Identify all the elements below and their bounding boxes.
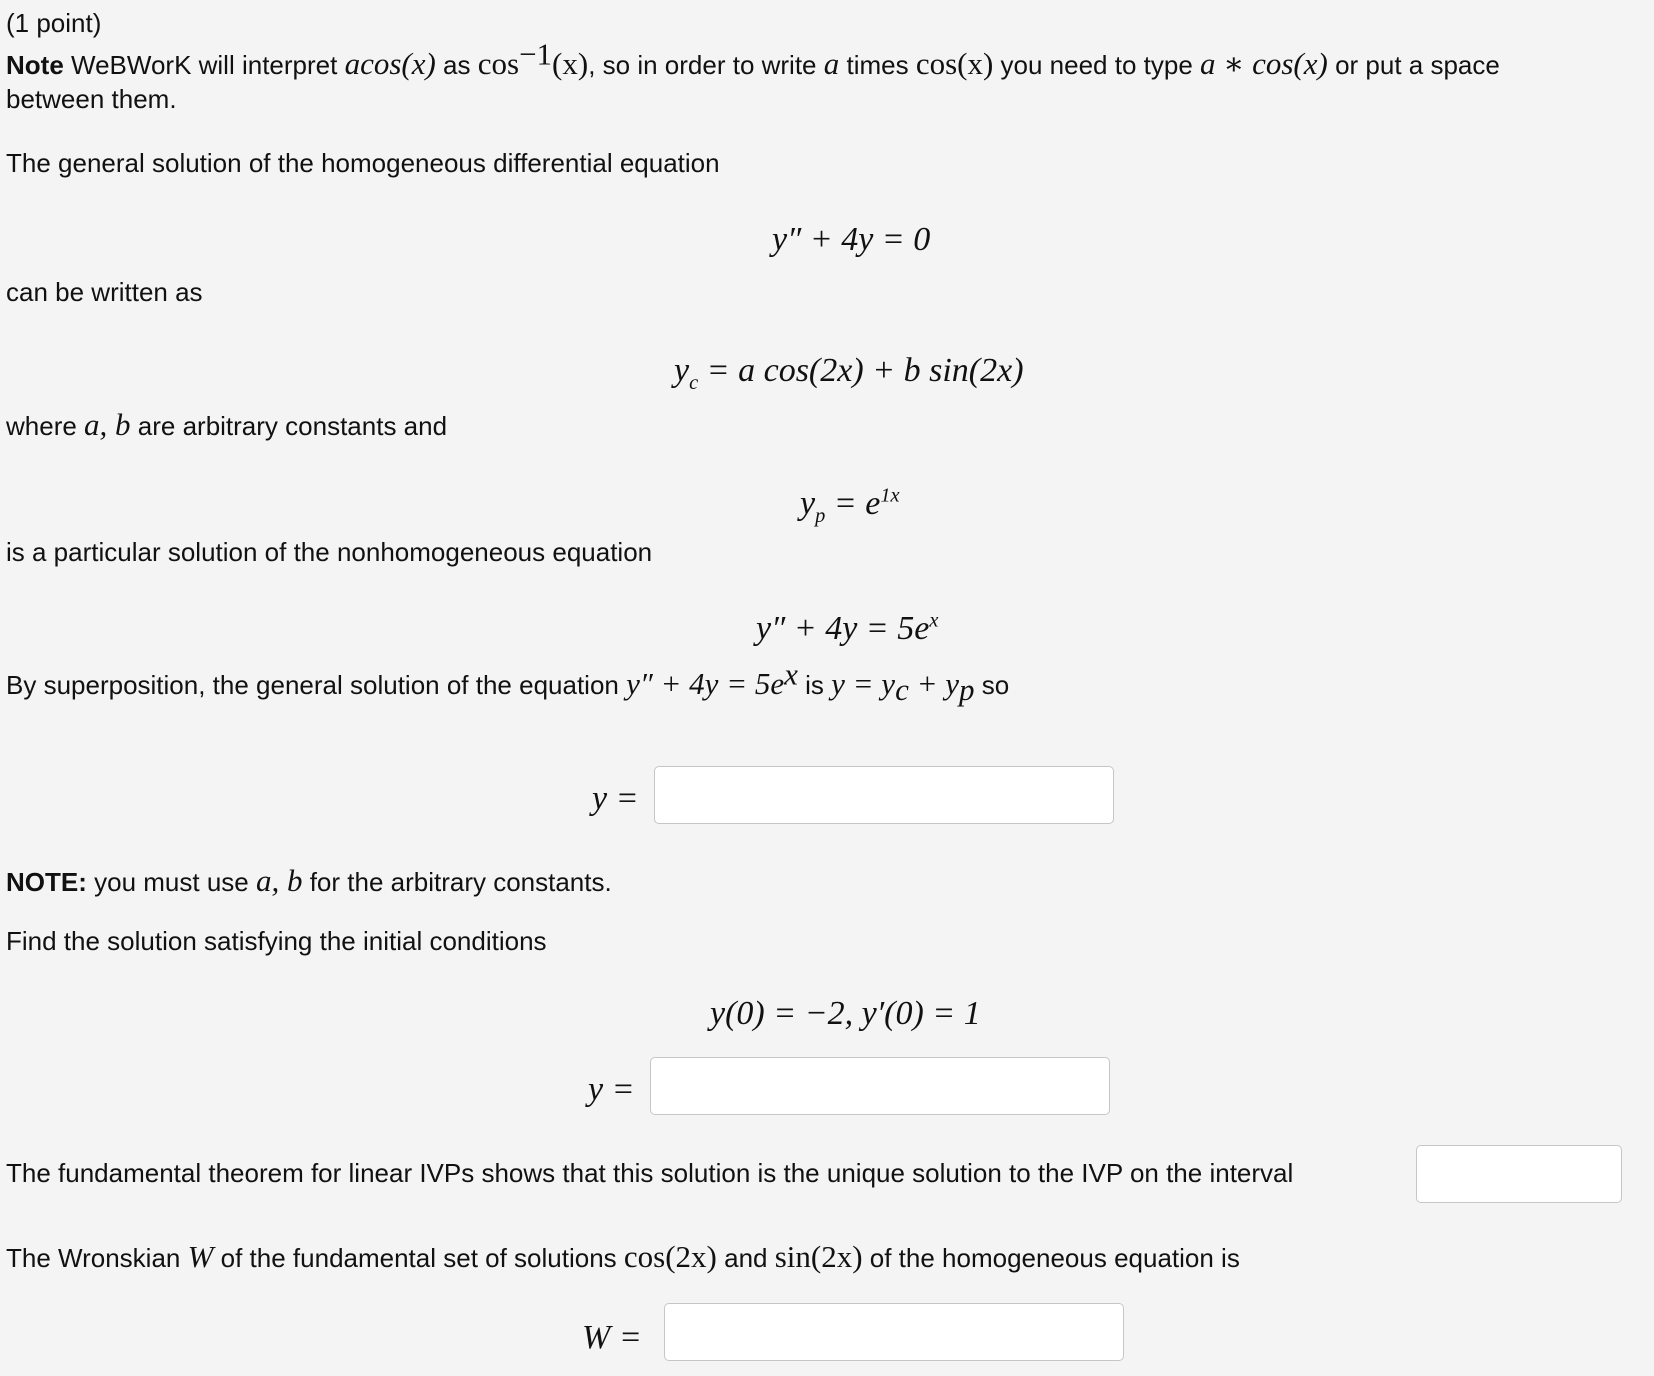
can-be-written-text: can be written as (6, 277, 203, 307)
yc-equation (674, 345, 1024, 396)
nonhomog-text: y″ + 4y = 5e (756, 610, 930, 647)
cos-inv: cos (477, 46, 520, 81)
note-line-2: between them. (6, 84, 177, 114)
y-general-input[interactable] (654, 766, 1114, 824)
wronskian-w: W (187, 1239, 214, 1274)
note2-text (6, 858, 612, 905)
note2-bold: NOTE: (6, 867, 87, 897)
wronskian-text (6, 1234, 1240, 1281)
initial-conditions (710, 988, 981, 1039)
yp-lhs: y (800, 485, 816, 522)
wronskian-pre: The Wronskian (6, 1243, 188, 1273)
note-text-3: , so in order to write (588, 50, 824, 80)
where-vars: a, b (84, 407, 131, 442)
inv-sup: −1 (519, 36, 553, 72)
superposition-text (6, 656, 1010, 708)
wronskian-and: and (716, 1243, 775, 1273)
wronskian-post: of the homogeneous equation is (862, 1243, 1240, 1273)
note-text-6: or put a space (1327, 50, 1500, 80)
super-sup: x (784, 656, 798, 692)
wronskian-mid: of the fundamental set of solutions (213, 1243, 624, 1273)
y-general-label (592, 773, 639, 824)
paren-x: (x) (552, 46, 589, 81)
note-text-2: as (435, 50, 478, 80)
note-text-1: WeBWorK will interpret (63, 50, 345, 80)
note-text-4: times (839, 50, 916, 80)
homogeneous-equation (772, 214, 930, 265)
wronskian-input[interactable] (664, 1303, 1124, 1361)
particular-text: is a particular solution of the nonhomogeneous equation (6, 537, 653, 567)
acos-expr: acos(x) (344, 46, 436, 81)
yp-equation (800, 478, 900, 529)
wronskian-cos: cos(2x) (623, 1239, 717, 1274)
note-text-5: you need to type (993, 50, 1201, 80)
find-solution-text: Find the solution satisfying the initial conditions (6, 926, 547, 956)
super-is: is (797, 670, 832, 700)
typed-expr: a ∗ cos(x) (1200, 46, 1328, 81)
where-post: are arbitrary constants and (130, 411, 448, 441)
nonhomog-sup: x (929, 609, 939, 632)
super-c: c (895, 672, 909, 708)
nonhomogeneous-equation (756, 603, 938, 654)
note2-vars: a, b (255, 863, 303, 898)
super-so: so (974, 670, 1010, 700)
super-eq: y″ + 4y = 5e (626, 666, 785, 701)
note2-post: for the arbitrary constants. (302, 867, 612, 897)
note-line-1 (6, 36, 1500, 88)
yc-rhs: = a cos(2x) + b sin(2x) (698, 352, 1024, 389)
super-p: p (959, 672, 975, 708)
w-label (582, 1312, 642, 1363)
points-label: (1 point) (6, 8, 102, 38)
super-yc: y = y (831, 666, 896, 701)
general-solution-text: The general solution of the homogeneous differential equation (6, 148, 720, 178)
yc-lhs: y (674, 352, 690, 389)
initial-conditions-text: y(0) = −2, y′(0) = 1 (710, 995, 981, 1032)
w-label-text: W = (582, 1319, 642, 1356)
note-bold: Note (6, 50, 64, 80)
wronskian-sin: sin(2x) (774, 1239, 863, 1274)
yp-sub: p (815, 504, 826, 527)
var-a: a (823, 46, 840, 81)
where-pre: where (6, 411, 85, 441)
interval-input[interactable] (1416, 1145, 1622, 1203)
yc-sub: c (689, 371, 699, 394)
y-ivp-label-text: y = (588, 1071, 635, 1108)
y-ivp-label (588, 1064, 635, 1115)
super-pre: By superposition, the general solution of the equation (6, 670, 627, 700)
note2-pre: you must use (86, 867, 256, 897)
where-text (6, 402, 447, 449)
yp-rhs: = e (825, 485, 881, 522)
cos-x: cos(x) (915, 46, 994, 81)
fundamental-theorem-text: The fundamental theorem for linear IVPs shows that this solution is the unique solution to the IVP on the interval (6, 1158, 1294, 1188)
yp-sup: 1x (880, 484, 900, 507)
super-plus-yp: + y (908, 666, 960, 701)
y-ivp-input[interactable] (650, 1057, 1110, 1115)
y-general-label-text: y = (592, 780, 639, 817)
homogeneous-eq-text: y″ + 4y = 0 (772, 221, 931, 258)
